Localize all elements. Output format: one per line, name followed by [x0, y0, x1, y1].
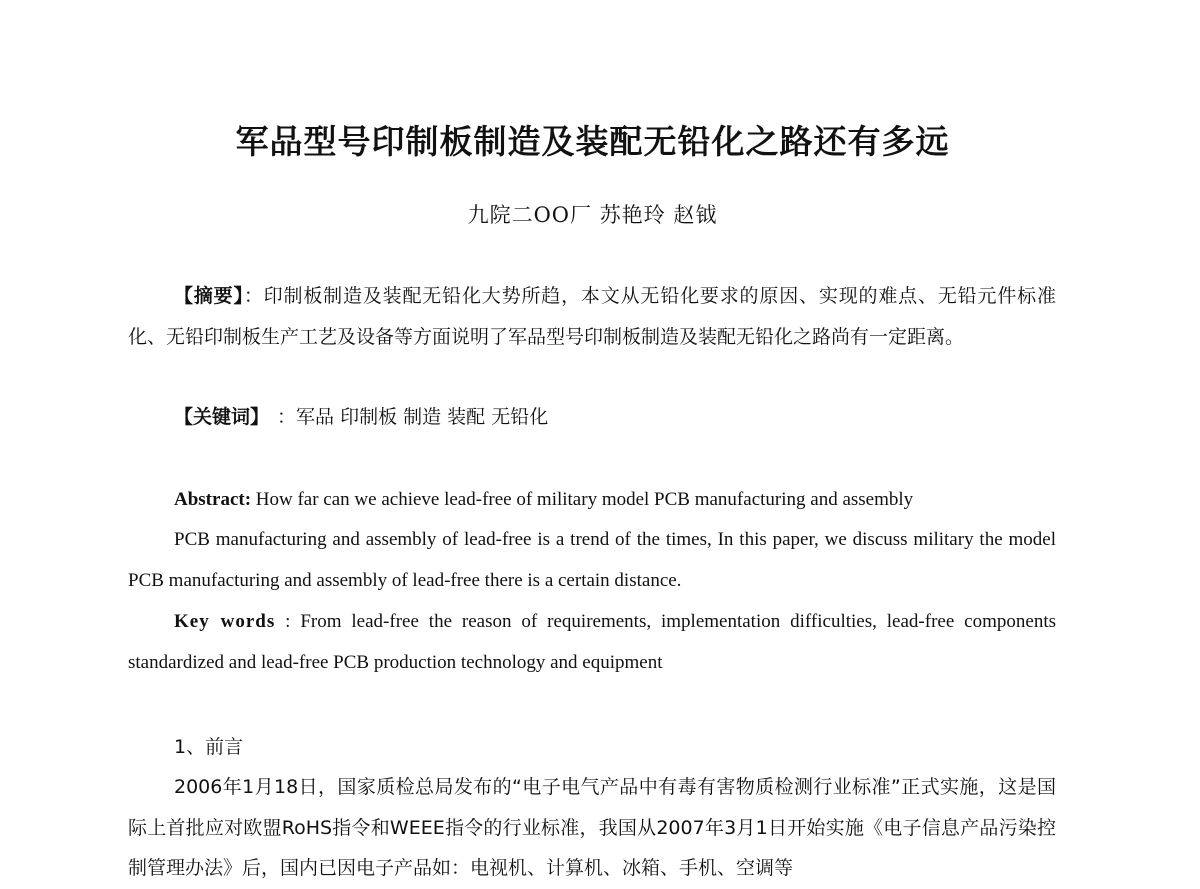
- english-keywords: [128, 602, 1056, 683]
- abstract-cn-text: 印制板制造及装配无铅化大势所趋，本文从无铅化要求的原因、实现的难点、无铅元件标准化、无铅印制板生产工艺及设备等方面说明了军品型号印制板制造及装配无铅化之路尚有一定距离。: [128, 285, 1056, 348]
- english-abstract-body: PCB manufacturing and assembly of lead-free is a trend of the times, In this paper, we discuss military the model PCB manufacturing and assembly of lead-free there is a certain distance.: [128, 529, 1056, 591]
- abstract-en-title: How far can we achieve lead-free of military model PCB manufacturing and assembly: [255, 489, 914, 510]
- abstract-en-label: Abstract:: [174, 489, 252, 510]
- paper-title: 军品型号印制板制造及装配无铅化之路还有多远: [235, 122, 950, 161]
- keywords-en-text: From lead-free the reason of requirements, implementation difficulties, lead-free components standardized and lead-free PCB production technology and equipment: [128, 611, 1056, 673]
- keywords-en-sep: :: [285, 611, 291, 632]
- chinese-keywords: [128, 397, 1056, 438]
- keywords-cn-sep: ：: [277, 406, 297, 428]
- section-heading: 1、前言: [174, 736, 244, 758]
- authors-line: 九院二OO厂 苏艳玲 赵钺: [467, 203, 718, 227]
- abstract-cn-label: 【摘要】: [174, 285, 244, 307]
- chinese-abstract: [128, 276, 1056, 357]
- keywords-cn-label: 【关键词】: [174, 406, 270, 428]
- section-body: 2006年1月18日，国家质检总局发布的“电子电气产品中有毒有害物质检测行业标准”正式实施，这是国际上首批应对欧盟RoHS指令和WEEE指令的行业标准，我国从2007年3月1日开始实施《电子信息产品污染控制管理办法》后，国内已因电子产品如：电视机、计算机、冰箱、手机、空调等: [128, 776, 1056, 879]
- abstract-cn-sep: ：: [243, 285, 264, 307]
- keywords-en-label: Key words: [174, 611, 276, 632]
- keywords-cn-text: 军品 印制板 制造 装配 无铅化: [296, 406, 549, 428]
- english-abstract-title: [128, 480, 1056, 521]
